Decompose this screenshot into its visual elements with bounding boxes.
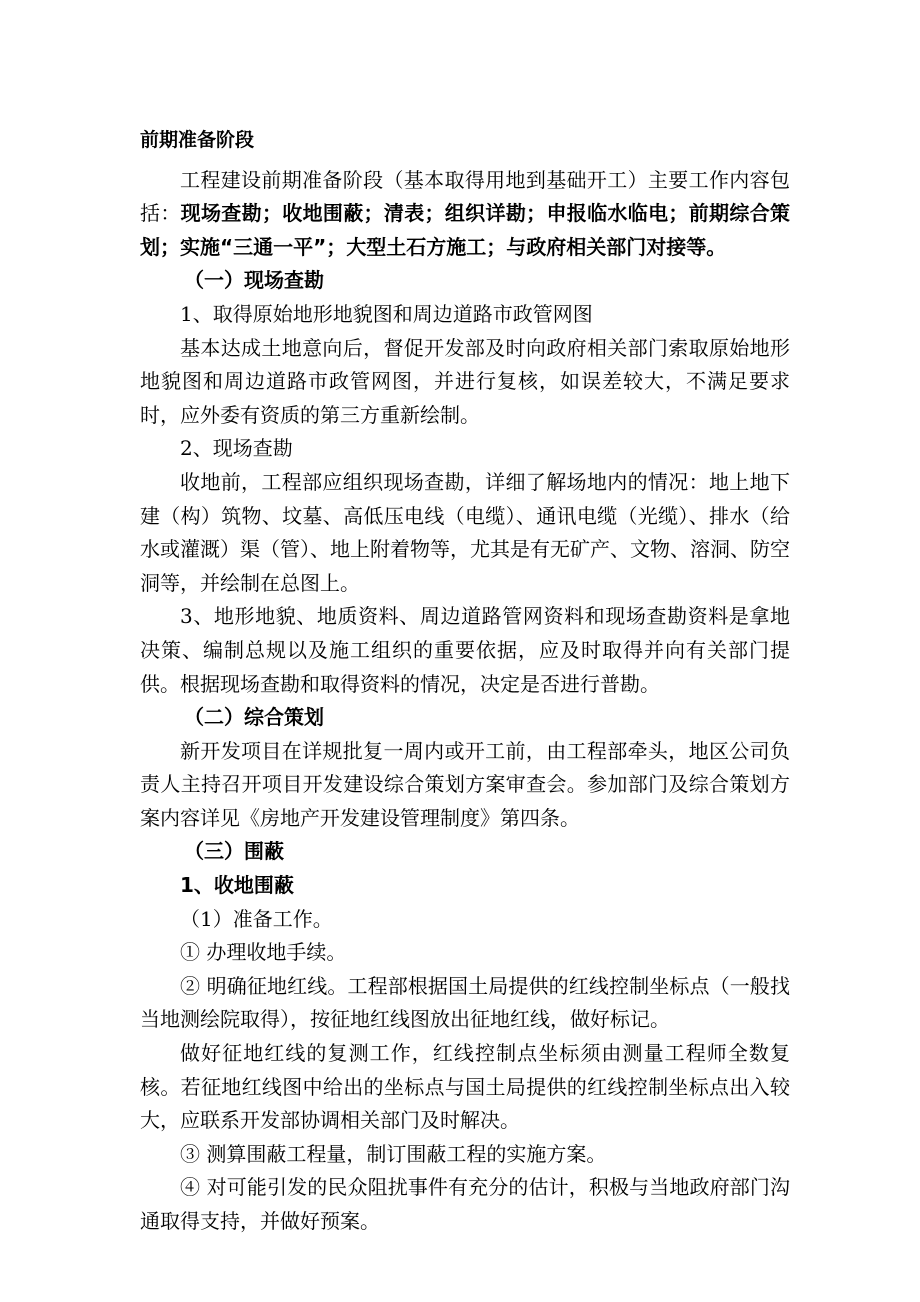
s1-item2-title: 2、现场查勘 [180,436,293,461]
s2-text: 新开发项目在详规批复一周内或开工前，由工程部牵头，地区公司负责人主持召开项目开发建设综合策划方案审查会。参加部门及综合策划方案内容详见《房地产开发建设管理制度》第四条。 [140,738,790,830]
s3-c2-cont: 做好征地红线的复测工作，红线控制点坐标须由测量工程师全数复核。若征地红线图中给出的坐标点与国土局提供的红线控制坐标点出入较大，应联系开发部协调相关部门及时解决。 [140,1041,790,1133]
s1-item3-text: 3、地形地貌、地质资料、周边道路管网资料和现场查勘资料是拿地决策、编制总规以及施工组织的重要依据，应及时取得并向有关部门提供。根据现场查勘和取得资料的情况，决定是否进行普勘。 [140,604,790,696]
section-3-title: （三）围蔽 [184,839,284,864]
page-heading: 前期准备阶段 [140,129,255,151]
s3-sub1: （1）准备工作。 [180,906,333,931]
intro-plain: 工程建设前期准备阶段（基本取得用地到基础开工）主要工作内容包括： [140,167,790,226]
intro-paragraph [140,164,790,265]
s3-item1-title: 1、收地围蔽 [180,873,294,898]
s1-item2-text: 收地前，工程部应组织现场查勘，详细了解场地内的情况：地上地下建（构）筑物、坟墓、高低压电线（电缆）、通讯电缆（光缆）、排水（给水或灌溉）渠（管）、地上附着物等，尤其是有无矿产、文物、溶洞、防空洞等，并绘制在总图上。 [140,469,790,595]
section-2-title: （二）综合策划 [184,705,324,730]
s3-c3: ③ 测算围蔽工程量，制订围蔽工程的实施方案。 [180,1141,607,1166]
s3-c4: ④ 对可能引发的民众阻扰事件有充分的估计，积极与当地政府部门沟通取得支持，并做好预案。 [140,1175,790,1233]
document-page [140,124,790,1239]
s1-item1-text: 基本达成土地意向后，督促开发部及时向政府相关部门索取原始地形地貌图和周边道路市政管网图，并进行复核，如误差较大，不满足要求时，应外委有资质的第三方重新绘制。 [140,335,790,427]
s3-c2: ② 明确征地红线。工程部根据国土局提供的红线控制坐标点（一般找当地测绘院取得），按征地红线图放出征地红线，做好标记。 [140,973,790,1032]
intro-bold: 现场查勘；收地围蔽；清表；组织详勘；申报临水临电；前期综合策划；实施“三通一平”；大型土石方施工；与政府相关部门对接等。 [140,201,791,259]
s3-c1: ① 办理收地手续。 [180,940,347,965]
s1-item1-title: 1、取得原始地形地貌图和周边道路市政管网图 [180,301,593,326]
section-1-title: （一）现场查勘 [184,268,324,293]
